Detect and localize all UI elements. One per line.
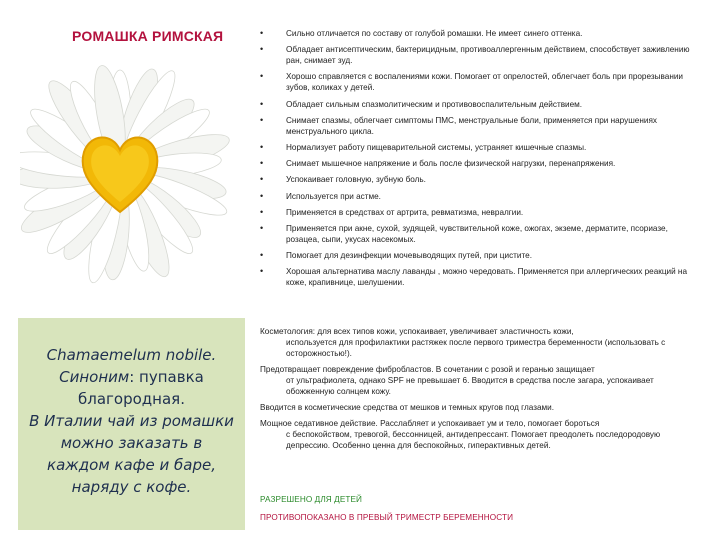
synonym-line	[28, 366, 235, 410]
latin-name: Chamaemelum nobile.	[46, 346, 217, 364]
cosmetology-paragraph	[260, 364, 700, 397]
cosmetology-text-cont: от ультрафиолета, однако SPF не превышает 6. Вводится в средства после загара, успокаивает обожженную солнцем кожу.	[286, 376, 654, 396]
page-title: РОМАШКА РИМСКАЯ	[72, 28, 224, 44]
property-item: • Сильно отличается по составу от голубой ромашки. Не имеет синего оттенка.	[258, 28, 698, 39]
cosmetology-paragraph: Вводится в косметические средства от мешков и темных кругов под глазами.	[260, 403, 554, 412]
property-item: • Используется при астме.	[258, 191, 698, 202]
synonym-text: : пупавка благородная.	[78, 368, 204, 408]
allowed-for-children-note: РАЗРЕШЕНО ДЛЯ ДЕТЕЙ	[260, 495, 363, 504]
cosmetology-paragraph	[260, 418, 700, 451]
property-item: • Применяется в средствах от артрита, ревматизма, невралгии.	[258, 207, 698, 218]
property-item: • Успокаивает головную, зубную боль.	[258, 174, 698, 185]
property-item: • Помогает для дезинфекции мочевыводящих путей, при цистите.	[258, 250, 698, 261]
property-item: • Применяется при акне, сухой, зудящей, чувствительной коже, ожогах, экземе, дерматите, псориазе, розацеа, сыпи, укусах насекомых.	[258, 223, 698, 245]
synonym-label: Синоним	[59, 368, 130, 386]
italy-fact: В Италии чай из ромашки можно заказать в каждом кафе и баре, наряду с кофе.	[29, 412, 234, 496]
cosmetology-text: Предотвращает повреждение фибробластов. В сочетании с розой и геранью защищает	[260, 365, 595, 374]
property-item: • Хорошо справляется с воспалениями кожи. Помогает от опрелостей, облегчает боль при прорезывании зубов, коликах у детей.	[258, 71, 698, 93]
cosmetology-text: Косметология: для всех типов кожи, успокаивает, увеличивает эластичность кожи,	[260, 327, 574, 336]
cosmetology-paragraph	[260, 326, 700, 359]
property-item: • Нормализует работу пищеварительной системы, устраняет кишечные спазмы.	[258, 142, 698, 153]
properties-list	[258, 28, 698, 292]
property-item: • Снимает спазмы, облегчает симптомы ПМС, менструальные боли, применяется при нарушениях менструального цикла.	[258, 115, 698, 137]
property-item: • Обладает антисептическим, бактерицидным, противоаллергенным действием, способствует заживлению ран, снимает зуд.	[258, 44, 698, 66]
cosmetology-section	[260, 326, 700, 456]
contraindication-note: ПРОТИВОПОКАЗАНО В ПРЕВЫЙ ТРИМЕСТР БЕРЕМЕННОСТИ	[260, 513, 514, 522]
chamomile-flower-image	[20, 52, 245, 292]
fun-fact-box	[18, 318, 245, 530]
cosmetology-text: Мощное седативное действие. Расслабляет и успокаивает ум и тело, помогает бороться	[260, 419, 600, 428]
cosmetology-text-cont: с беспокойством, тревогой, бессонницей, антидепрессант. Помогает преодолеть последородовую депрессию. Особенно ценна для беспокойных, гиперактивных детей.	[286, 430, 661, 450]
property-item: • Снимает мышечное напряжение и боль после физической нагрузки, перенапряжения.	[258, 158, 698, 169]
cosmetology-text-cont: используется для профилактики растяжек после первого триместра беременности (использовать с осторожностью!).	[286, 338, 666, 358]
property-item: • Хорошая альтернатива маслу лаванды , можно чередовать. Применяется при аллергических реакций на коже, крапивнице, шелушении.	[258, 266, 698, 288]
property-item: • Обладает сильным спазмолитическим и противовоспалительным действием.	[258, 99, 698, 110]
